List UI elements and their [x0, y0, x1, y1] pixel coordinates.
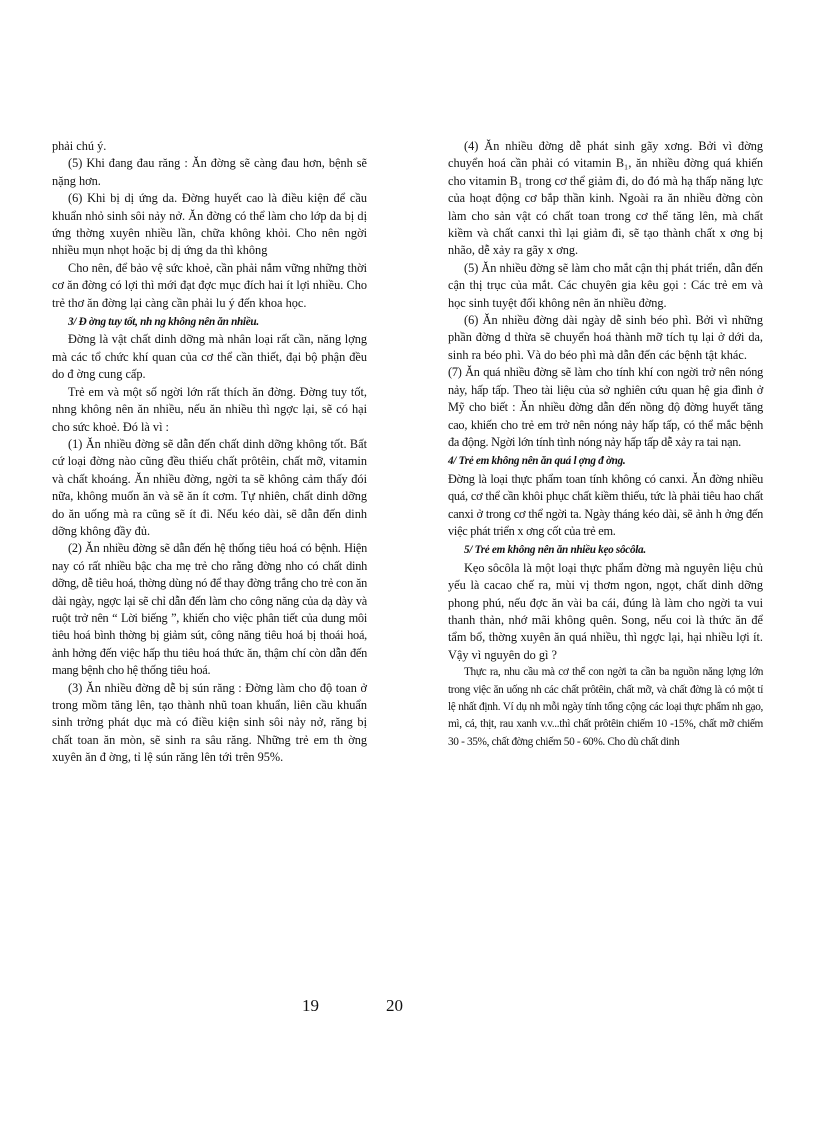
- paragraph: (3) Ăn nhiều đờng dễ bị sún răng : Đờng làm cho độ toan ở trong mồm tăng lên, tạo thành nhũ toan khuẩn, liên cầu khuẩn sinh trởng phát dục mà có điều kiện sinh sôi nảy nở, răng bị chất toan ăn mòn, sẽ sinh ra sâu răng. Những trẻ em th ờng xuyên ăn đ ờng, tỉ lệ sún răng lên tới trên 95%.: [52, 680, 367, 765]
- paragraph: phải chú ý.: [52, 139, 107, 153]
- right-page-column: [448, 138, 763, 751]
- paragraph: (2) Ăn nhiều đờng sẽ dẫn đến hệ thống tiêu hoá có bệnh. Hiện nay có rất nhiều bậc cha mẹ trẻ cho rằng đờng nho có chất dinh dỡng, dễ tiêu hoá, thờng dùng nó để thay đờng trắng cho trẻ con ăn dài ngày, ngợc lại sẽ chỉ dẫn đến làm cho công năng của dạ dày và ruột trở nên “ Lời biếng ”, khiến cho việc phân tiết của dung môi tiêu hoá bình thờng bị giảm sút, công năng tiêu hoá bị thoái hoá, ảnh hởng đến việc hấp thu tiêu hoá thức ăn, thậm chí còn dẫn đến mang bệnh cho hệ thống tiêu hoá.: [52, 541, 367, 678]
- paragraph: Thực ra, nhu cầu mà cơ thể con ngời ta cần ba nguồn năng lợng lớn trong việc ăn uống nh các chất prôtêin, chất mỡ, và chất đờng là có một tỉ lệ nhất định. Ví dụ nh mỗi ngày tính tổng cộng các loại thực phẩm nh gạo, mì, cá, thịt, rau xanh v.v...thì chất prôtêin chiếm 10 -15%, chất mỡ chiếm 30 - 35%, chất đờng chiếm 50 - 60%. Cho dù chất dinh: [448, 666, 763, 748]
- paragraph: (5) Ăn nhiều đờng sẽ làm cho mắt cận thị phát triển, dẫn đến cận thị trục của mắt. Các chuyên gia kêu gọi : Các trẻ em và học sinh tuyệt đối không nên ăn nhiều đờng.: [448, 260, 763, 310]
- paragraph: (4) Ăn nhiều đờng dễ phát sinh gãy xơng. Bởi vì đờng chuyển hoá cần phải có vitamin B₁, ăn nhiều đờng quá khiến cho vitamin B₁ trong cơ thể giảm đi, do đó mà hạ thấp năng lực của hoạt động cơ bắp thần kinh. Ngoài ra ăn nhiều đờng còn làm cho sản vật có chất toan trong cơ thể tăng lên, mà chất kiềm và chất canxi thì lại giảm đi, sẽ tạo thành chất x ơng bị nhão, dễ xảy ra gãy x ơng.: [448, 139, 763, 258]
- paragraph: (5) Khi đang đau răng : Ăn đờng sẽ càng đau hơn, bệnh sẽ nặng hơn.: [52, 156, 367, 188]
- paragraph: (7) Ăn quá nhiều đờng sẽ làm cho tính khí con ngời trở nên nóng nảy, hấp tấp. Theo tài liệu của sở nghiên cứu quan hệ gia đình ở Mỹ cho biết : Ăn nhiều đờng dẫn đến nồng độ đờng huyết tăng cao, khiến cho trẻ em trở nên nóng nảy hấp tấp, có thể mắc bệnh đa động. Ngời lớn tính tình nóng nảy hấp tấp dễ xảy ra tai nạn.: [448, 365, 763, 449]
- paragraph: Kẹo sôcôla là một loại thực phẩm đờng mà nguyên liệu chủ yếu là cacao chế ra, mùi vị thơm ngon, ngọt, chất dinh dỡng phong phú, nếu đợc ăn vài ba cái, đúng là làm cho ngời ta vui thanh thản, nhớ mãi không quên. Song, nếu coi là thức ăn để tẩm bổ, thờng xuyên ăn quá nhiều, thì ngợc lại, hại nhiều lợi ít. Vậy vì nguyên do gì ?: [448, 560, 763, 662]
- paragraph: (6) Ăn nhiều đờng dài ngày dễ sinh béo phì. Bởi vì những phần đờng d thừa sẽ chuyển hoá thành mỡ tích tụ lại ở dới da, sinh ra béo phì. Và do béo phì mà dẫn đến các bệnh tật khác.: [448, 313, 763, 362]
- page-number-left: 19: [302, 996, 319, 1015]
- page-number-right: 20: [386, 996, 403, 1015]
- paragraph: Đờng là vật chất dinh dỡng mà nhân loại rất cần, năng lợng mà các tổ chức khí quan của cơ thể cần thiết, đại bộ phận đều do đ ờng cung cấp.: [52, 332, 367, 382]
- left-page-column: [52, 138, 367, 767]
- section-heading: 3/ Đ ờng tuy tốt, nh ng không nên ăn nhiều.: [68, 316, 259, 329]
- paragraph: (1) Ăn nhiều đờng sẽ dẫn đến chất dinh dỡng không tốt. Bất cứ loại đờng nào cũng đều thiếu chất prôtêin, chất mỡ, vitamin và chất khoáng. Ăn nhiều đờng, ngời ta sẽ không cảm thấy đói nữa, không muốn ăn và sẽ ăn ít cơm. Tự nhiên, chất dinh dỡng do ăn uống mà ra cũng sẽ ít đi. Nếu kéo dài, sẽ dẫn đến dinh dỡng không đầy đủ.: [52, 436, 367, 538]
- paragraph: Cho nên, để bảo vệ sức khoẻ, cần phải nắm vững những thời cơ ăn đờng có lợi thì mới đạt đợc mục đích hai ít lợi nhiều. Cho trẻ thơ ăn đờng lại càng cần phải lu ý đến khoa học.: [52, 260, 367, 310]
- section-heading: 5/ Trẻ em không nên ăn nhiều kẹo sôcôla.: [464, 544, 646, 557]
- paragraph: Đờng là loại thực phẩm toan tính không có canxi. Ăn đờng nhiều quá, cơ thể cần khôi phục chất kiềm thiếu, tức là phải tiêu hao chất canxi ở trong cơ thể ngời ta. Ngày tháng kéo dài, sẽ ảnh h ởng đến việc phát triển x ơng cốt của trẻ em.: [448, 471, 763, 538]
- paragraph: (6) Khi bị dị ứng da. Đờng huyết cao là điều kiện để cầu khuẩn nhỏ sinh sôi nảy nở. Ăn đờng có thể làm cho lớp da bị dị ứng thờng xuyên nhiều lần, chữa không khỏi. Cho nên ngời nhiều mụn nhọt hoặc bị dị ứng da thì không: [52, 191, 367, 258]
- section-heading: 4/ Trẻ em không nên ăn quá l ợng đ ờng.: [448, 455, 626, 468]
- paragraph: Trẻ em và một số ngời lớn rất thích ăn đờng. Đờng tuy tốt, nhng không nên ăn nhiều, nếu ăn nhiều thì ngợc lại, sẽ có hại cho sức khoẻ. Đó là vì :: [52, 384, 367, 434]
